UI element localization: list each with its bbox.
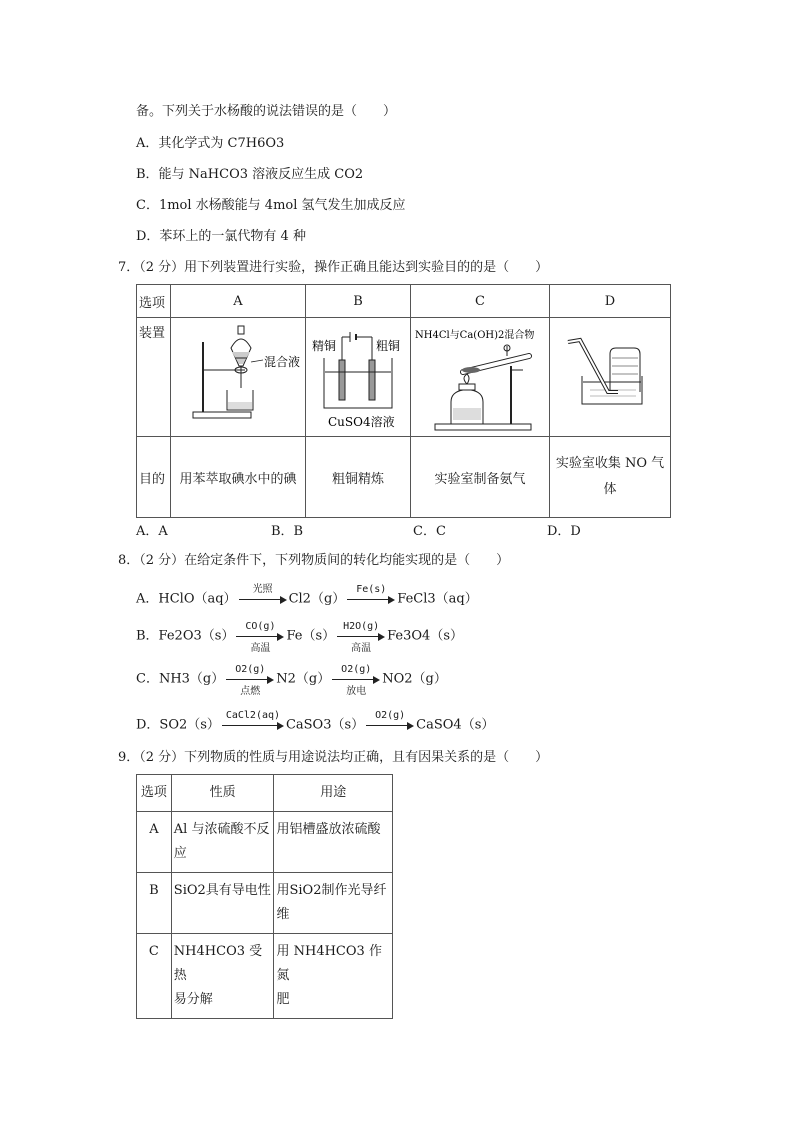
q6-option-c: C．1mol 水杨酸能与 4mol 氢气发生加成反应 (136, 198, 406, 213)
q8-c-arrow1-condition: O2(g) (235, 664, 266, 675)
q9-table (136, 774, 393, 1019)
q9-header-option: 选项 (137, 775, 172, 812)
separatory-funnel-figure (171, 320, 305, 434)
q8-option-d (136, 710, 495, 734)
q6-option-b: B．能与 NaHCO3 溶液反应生成 CO2 (136, 167, 364, 182)
arrow-right-icon (280, 596, 287, 604)
q8-d-product: CaSO4（s） (416, 717, 495, 733)
label-nh4cl-caoh2: NH4Cl与Ca(OH)2混合物 (415, 330, 535, 341)
q8-d-intermediate: CaSO3（s） (285, 717, 365, 733)
table-row (137, 812, 393, 873)
table-row (137, 873, 393, 934)
q8-b-intermediate: Fe（s） (286, 628, 336, 644)
q7-header-c: C (411, 285, 550, 318)
q9-row-a-use-line1: 用铝槽盛放浓硫酸 (276, 822, 381, 837)
q6-stem: 备。下列关于水杨酸的说法错误的是（ ） (136, 104, 397, 119)
q8-d-arrow2-condition: O2(g) (375, 710, 406, 721)
q7-header-b: B (306, 285, 411, 318)
q9-row-c-use (274, 934, 393, 1019)
q9-row-a-property-line2: 应 (173, 846, 187, 861)
q8-b-product: Fe3O4（s） (387, 628, 463, 644)
q8-c-product: NO2（g） (382, 671, 447, 687)
q9-row-b-use-line1: 用SiO2制作光导纤 (276, 883, 387, 898)
q9-row-a-property (171, 812, 274, 873)
q8-c-reactant: C．NH3（g） (136, 671, 225, 687)
ammonia-prep-figure (411, 320, 549, 434)
q6-option-d: D．苯环上的一氯代物有 4 种 (136, 229, 306, 244)
q9-row-a-use (274, 812, 393, 873)
q9-row-c-property-line1: NH4HCO3 受 热 (173, 944, 263, 983)
q7-answer-c: C．C (413, 524, 446, 539)
q8-a-product: FeCl3（aq） (397, 591, 478, 607)
q9-stem: 9．（2 分）下列物质的性质与用途说法均正确，且有因果关系的是（ ） (118, 750, 549, 765)
q7-answer-d: D．D (547, 524, 581, 539)
q8-b-arrow1-sub: 高温 (250, 643, 271, 654)
q7-goal-a: 用苯萃取碘水中的碘 (171, 437, 306, 518)
q8-a-reactant: A．HClO（aq） (136, 591, 237, 607)
q8-d-arrow1-condition: CaCl2(aq) (225, 710, 281, 721)
q8-a-arrow1 (239, 584, 287, 607)
q8-stem: 8．（2 分）在给定条件下，下列物质间的转化均能实现的是（ ） (118, 553, 510, 568)
q9-row-c-use-line1: 用 NH4HCO3 作氮 (276, 944, 382, 983)
q7-goal-b: 粗铜精炼 (306, 437, 411, 518)
label-crude-copper: 粗铜 (376, 339, 401, 353)
q9-row-a-property-line1: Al 与浓硫酸不反 (173, 822, 270, 837)
q8-a-arrow2-condition: Fe(s) (356, 584, 387, 595)
q9-row-c-property (171, 934, 274, 1019)
q6-option-a: A．其化学式为 C7H6O3 (136, 136, 285, 151)
label-pure-copper: 精铜 (312, 339, 337, 353)
q8-d-arrow1 (222, 710, 284, 733)
q8-option-b (136, 621, 463, 654)
q8-c-arrow2 (332, 664, 380, 697)
q8-a-arrow2 (347, 584, 395, 607)
q9-row-b-use-line2: 维 (276, 907, 290, 922)
q8-a-arrow1-condition: 光照 (252, 584, 273, 595)
q8-d-reactant: D．SO2（s） (136, 717, 220, 733)
q7-header-d: D (550, 285, 671, 318)
q9-header-property: 性质 (171, 775, 274, 812)
q8-a-intermediate: Cl2（g） (288, 591, 346, 607)
q7-goal-c: 实验室制备氨气 (411, 437, 550, 518)
q8-b-arrow2-sub: 高温 (351, 643, 372, 654)
q9-row-b-property (171, 873, 274, 934)
q7-answer-options (136, 520, 656, 539)
q8-c-arrow1 (226, 664, 274, 697)
q8-c-arrow1-sub: 点燃 (240, 686, 261, 697)
q8-option-c (136, 664, 447, 697)
q7-apparatus-c (411, 318, 550, 437)
arrow-right-icon (373, 676, 380, 684)
q7-goal-d-line1: 实验室收集 NO 气 (555, 456, 665, 471)
arrow-right-icon (267, 676, 274, 684)
q7-goal-d (550, 437, 671, 518)
q9-row-c-option: C (137, 934, 172, 1019)
q7-stem: 7．（2 分）用下列装置进行实验，操作正确且能达到实验目的的是（ ） (118, 260, 549, 275)
q7-apparatus-a (171, 318, 306, 437)
table-row (137, 934, 393, 1019)
q9-row-b-option: B (137, 873, 172, 934)
q9-row-b-property-line1: SiO2具有导电性 (173, 883, 271, 898)
q8-b-arrow2 (337, 621, 385, 654)
q8-c-arrow2-condition: O2(g) (341, 664, 372, 675)
arrow-right-icon (277, 633, 284, 641)
gas-collection-figure (550, 320, 670, 434)
q7-header-label: 选项 (137, 285, 171, 318)
q7-goal-d-line2: 体 (603, 482, 617, 497)
q9-header-use: 用途 (274, 775, 393, 812)
q9-row-b-use (274, 873, 393, 934)
q8-b-arrow1-condition: CO(g) (245, 621, 276, 632)
label-mixed-liquid: 混合液 (264, 355, 301, 369)
q7-apparatus-label: 装置 (137, 318, 171, 437)
q9-row-c-use-line2: 肥 (276, 992, 290, 1007)
q7-answer-a: A．A (136, 524, 168, 539)
label-cuso4-solution: CuSO4溶液 (328, 415, 395, 429)
q8-option-a (136, 584, 478, 608)
electrolysis-figure (306, 320, 410, 434)
arrow-right-icon (388, 596, 395, 604)
q7-answer-b: B．B (271, 524, 304, 539)
arrow-right-icon (378, 633, 385, 641)
q7-apparatus-d (550, 318, 671, 437)
q7-table (136, 284, 671, 518)
q8-d-arrow2 (366, 710, 414, 733)
arrow-right-icon (407, 722, 414, 730)
q8-c-intermediate: N2（g） (276, 671, 331, 687)
q9-row-c-property-line2: 易分解 (173, 992, 213, 1007)
q7-goal-label: 目的 (137, 437, 171, 518)
q8-b-reactant: B．Fe2O3（s） (136, 628, 235, 644)
q9-row-a-option: A (137, 812, 172, 873)
q8-b-arrow2-condition: H2O(g) (343, 621, 380, 632)
q7-header-a: A (171, 285, 306, 318)
q8-b-arrow1 (236, 621, 284, 654)
q8-c-arrow2-sub: 放电 (346, 686, 367, 697)
q7-apparatus-b (306, 318, 411, 437)
arrow-right-icon (277, 722, 284, 730)
